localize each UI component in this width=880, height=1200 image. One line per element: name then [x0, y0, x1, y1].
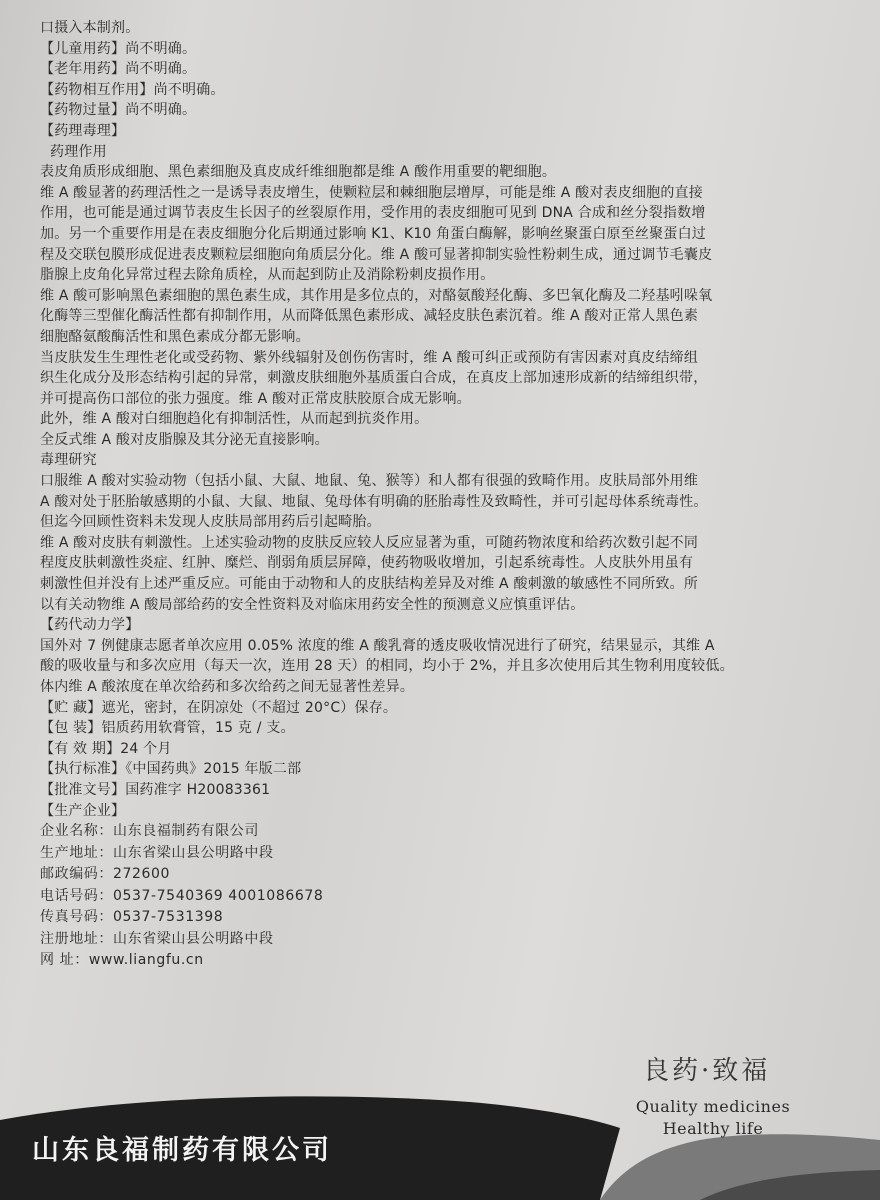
company-info: [40, 821, 840, 972]
text-line: 当皮肤发生生理性老化或受药物、紫外线辐射及创伤伤害时，维 A 酸可纠正或预防有害因素对真皮结缔组: [40, 349, 699, 366]
text-line: A 酸对处于胚胎敏感期的小鼠、大鼠、地鼠、兔母体有明确的胚胎毒性及致畸性，并可引起母体系统毒性。: [40, 493, 708, 510]
company-postcode: 邮政编码：272600: [40, 866, 171, 883]
company-website: 网 址：www.liangfu.cn: [40, 952, 204, 969]
text-line: 维 A 酸对皮肤有刺激性。上述实验动物的皮肤反应较人反应显著为重，可随药物浓度和给药次数引起不同: [40, 534, 699, 551]
slogan-english-line-1: Quality medicines: [635, 1097, 791, 1116]
text-line: 程及交联包膜形成促进表皮颗粒层细胞向角质层分化。维 A 酸可显著抑制实验性粉刺生成，通过调节毛囊皮: [40, 246, 713, 263]
section-storage: 【贮 藏】遮光，密封，在阴凉处（不超过 20°C）保存。: [40, 699, 398, 716]
text-line: 程度皮肤刺激性炎症、红肿、糜烂、削弱角质层屏障，使药物吸收增加，引起系统毒性。人皮肤外用虽有: [40, 555, 694, 572]
section-interactions: 【药物相互作用】尚不明确。: [40, 81, 225, 98]
section-pharmacology-heading: 【药理毒理】: [40, 122, 126, 139]
section-packaging: 【包 装】铝质药用软膏管，15 克 / 支。: [40, 720, 295, 737]
text-line: 刺激性但并没有上述严重反应。可能由于动物和人的皮肤结构差异及对维 A 酸刺激的敏感性不同所致。所: [40, 576, 699, 593]
section-pediatric: 【儿童用药】尚不明确。: [40, 40, 197, 57]
slogan-english-line-2: Healthy life: [662, 1119, 764, 1138]
text-line: 并可提高伤口部位的张力强度。维 A 酸对正常皮肤胶原合成无影响。: [40, 390, 471, 407]
company-registered-address: 注册地址：山东省梁山县公明路中段: [40, 930, 274, 947]
text-line: 以有关动物维 A 酸局部给药的安全性资料及对临床用药安全性的预测意义应慎重评估。: [40, 596, 585, 613]
footer-company-name: 山东良福制药有限公司: [32, 1135, 332, 1166]
section-overdose: 【药物过量】尚不明确。: [40, 102, 197, 119]
text-line: 细胞酪氨酸酶活性和黑色素成分都无影响。: [40, 328, 310, 345]
text-line: 口服维 A 酸对实验动物（包括小鼠、大鼠、地鼠、兔、猴等）和人都有很强的致畸作用。皮肤局部外用维: [40, 473, 699, 490]
leaflet-text: [40, 18, 840, 972]
subheading-toxicology: 毒理研究: [40, 452, 97, 469]
text-line: 口摄入本制剂。: [40, 20, 140, 36]
company-fax: 传真号码：0537-7531398: [40, 909, 224, 926]
company-name: 企业名称：山东良福制药有限公司: [40, 823, 259, 840]
text-line: 体内维 A 酸浓度在单次给药和多次给药之间无显著性差异。: [40, 679, 415, 695]
text-line: 化酶等三型催化酶活性都有抑制作用，从而降低黑色素形成、减轻皮肤色素沉着。维 A 酸对正常人黑色素: [40, 308, 699, 325]
text-line: 维 A 酸可影响黑色素细胞的黑色素生成，其作用是多位点的，对酪氨酸羟化酶、多巴氧化酶及二羟基吲哚氧: [40, 287, 713, 304]
text-line: 全反式维 A 酸对皮脂腺及其分泌无直接影响。: [40, 431, 329, 448]
section-approval-number: 【批准文号】国药准字 H20083361: [40, 781, 271, 798]
company-address: 生产地址：山东省梁山县公明路中段: [40, 844, 274, 861]
text-line: 国外对 7 例健康志愿者单次应用 0.05% 浓度的维 A 酸乳膏的透皮吸收情况进行了研究，结果显示，其维 A: [40, 637, 715, 654]
section-manufacturer: 【生产企业】: [40, 802, 126, 819]
section-pharmacokinetics: 【药代动力学】: [40, 617, 140, 634]
section-shelf-life: 【有 效 期】24 个月: [40, 740, 172, 757]
text-line: 此外，维 A 酸对白细胞趋化有抑制活性，从而起到抗炎作用。: [40, 411, 429, 428]
section-standard: 【执行标准】《中国药典》2015 年版二部: [40, 761, 302, 778]
slogan-chinese: 良药·致福: [643, 1056, 771, 1086]
text-line: 但迄今回顾性资料未发现人皮肤局部用药后引起畸胎。: [40, 514, 381, 531]
text-line: 作用，也可能是通过调节表皮生长因子的丝裂原作用，受作用的表皮细胞可见到 DNA 合成和丝分裂指数增: [40, 205, 706, 222]
text-line: 加。另一个重要作用是在表皮细胞分化后期通过影响 K1、K10 角蛋白酶解，影响丝聚蛋白原至丝聚蛋白过: [40, 225, 706, 242]
text-line: 脂腺上皮角化异常过程去除角质栓，从而起到防止及消除粉刺皮损作用。: [40, 267, 495, 284]
text-line: 酸的吸收量与和多次应用（每天一次，连用 28 天）的相同，均小于 2%，并且多次使用后其生物利用度较低。: [40, 658, 734, 675]
text-line: 维 A 酸显著的药理活性之一是诱导表皮增生，使颗粒层和棘细胞层增厚，可能是维 A 酸对表皮细胞的直接: [40, 184, 703, 201]
section-geriatric: 【老年用药】尚不明确。: [40, 61, 197, 78]
company-phone: 电话号码：0537-7540369 4001086678: [40, 887, 324, 904]
slogan-english: [630, 1096, 796, 1140]
text-line: 织生化成分及形态结构引起的异常，刺激皮肤细胞外基质蛋白合成，在真皮上部加速形成新的结缔组织带，: [40, 370, 708, 387]
subheading-pharmacology: 药理作用: [50, 143, 107, 160]
text-line: 表皮角质形成细胞、黑色素细胞及真皮成纤维细胞都是维 A 酸作用重要的靶细胞。: [40, 164, 557, 181]
